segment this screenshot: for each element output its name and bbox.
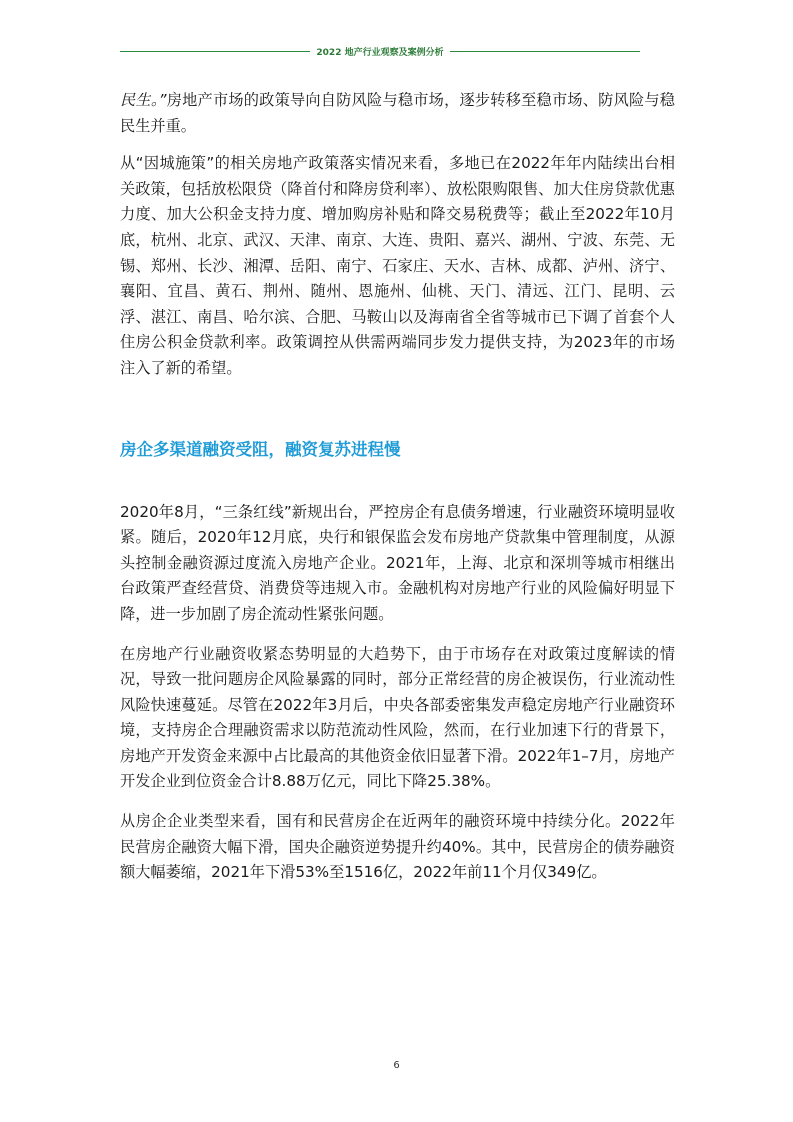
section-heading-wrap bbox=[120, 438, 675, 462]
header-rule-left bbox=[120, 51, 310, 52]
paragraph-city-policy: 从“因城施策”的相关房地产政策落实情况来看，多地已在2022年年内陆续出台相关政策，包括放松限贷（降首付和降房贷利率）、放松限购限售、加大住房贷款优惠力度、加大公积金支持力度、增加购房补贴和降交易税费等；截止至2022年10月底，杭州、北京、武汉、天津、南京、大连、贵阳、嘉兴、湖州、宁波、东莞、无锡、郑州、长沙、湘潭、岳阳、南宁、石家庄、天水、吉林、成都、泸州、济宁、襄阳、宜昌、黄石、荆州、随州、恩施州、仙桃、天门、清远、江门、昆明、云浮、湛江、南昌、哈尔滨、合肥、马鞍山以及海南省全省等城市已下调了首套个人住房公积金贷款利率。政策调控从供需两端同步发力提供支持，为2023年的市场注入了新的希望。 bbox=[120, 154, 675, 377]
page-number: 6 bbox=[393, 1060, 400, 1071]
paragraph-financing-2: 在房地产行业融资收紧态势明显的大趋势下，由于市场存在对政策过度解读的情况，导致一批问题房企风险暴露的同时，部分正常经营的房企被误伤，行业流动性风险快速蔓延。尽管在2022年3月后，中央各部委密集发声稳定房地产行业融资环境，支持房企合理融资需求以防范流动性风险，然而，在行业加速下行的背景下，房地产开发资金来源中占比最高的其他资金依旧显著下滑。2022年1–7月，房地产开发企业到位资金合计8.88万亿元，同比下降25.38%。 bbox=[120, 644, 675, 791]
paragraph-intro-lead: 民生。” bbox=[120, 91, 167, 109]
page-content bbox=[120, 88, 675, 886]
section-heading: 房企多渠道融资受阻，融资复苏进程慢 bbox=[120, 439, 401, 459]
paragraph-financing-1: 2020年8月，“三条红线”新规出台，严控房企有息债务增速，行业融资环境明显收紧。随后，2020年12月底，央行和银保监会发布房地产贷款集中管理制度，从源头控制金融资源过度流入房地产企业。2021年，上海、北京和深圳等城市相继出台政策严查经营贷、消费贷等违规入市。金融机构对房地产行业的风险偏好明显下降，进一步加剧了房企流动性紧张问题。 bbox=[120, 502, 675, 623]
paragraph-intro-text: 房地产市场的政策导向自防风险与稳市场，逐步转移至稳市场、防风险与稳民生并重。 bbox=[120, 91, 675, 135]
paragraph-financing-3: 从房企企业类型来看，国有和民营房企在近两年的融资环境中持续分化。2022年民营房企融资大幅下滑，国央企融资逆势提升约40%。其中，民营房企的债券融资额大幅萎缩，2021年下滑53%至1516亿，2022年前11个月仅349亿。 bbox=[120, 812, 675, 882]
header-rule-right bbox=[450, 51, 640, 52]
page-header bbox=[120, 44, 640, 58]
paragraph-intro bbox=[120, 88, 675, 139]
header-title: 2022 地产行业观察及案例分析 bbox=[316, 47, 444, 58]
